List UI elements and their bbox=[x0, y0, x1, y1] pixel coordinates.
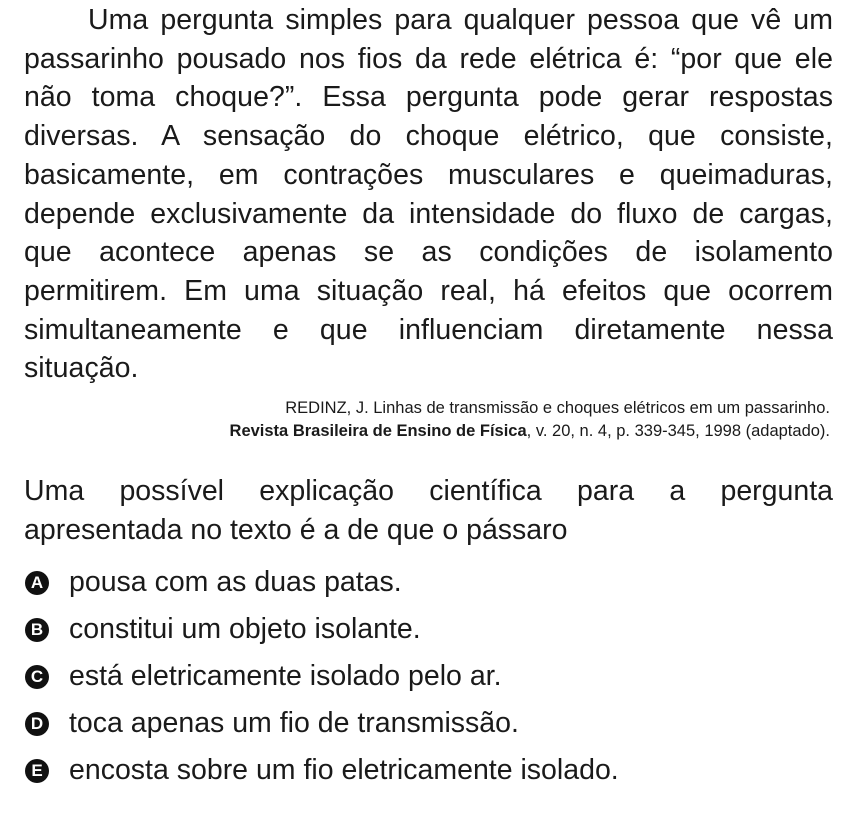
option-e-letter-badge: E bbox=[25, 759, 49, 783]
option-c-text: está eletricamente isolado pelo ar. bbox=[69, 660, 502, 693]
citation-details: , v. 20, n. 4, p. 339-345, 1998 (adaptado). bbox=[526, 422, 830, 441]
option-d-letter-badge: D bbox=[25, 712, 49, 736]
option-b-text: constitui um objeto isolante. bbox=[69, 613, 421, 646]
citation-journal: Revista Brasileira de Ensino de Física bbox=[229, 422, 527, 441]
option-c[interactable] bbox=[24, 653, 833, 700]
option-e[interactable] bbox=[24, 747, 833, 794]
citation-author-title: REDINZ, J. Linhas de transmissão e choques elétricos em um passarinho. bbox=[285, 399, 830, 418]
citation bbox=[24, 397, 833, 443]
option-a-text: pousa com as duas patas. bbox=[69, 566, 402, 599]
option-e-text: encosta sobre um fio eletricamente isolado. bbox=[69, 754, 619, 787]
option-a[interactable] bbox=[24, 559, 833, 606]
option-d-text: toca apenas um fio de transmissão. bbox=[69, 707, 519, 740]
answer-options bbox=[24, 559, 833, 794]
option-c-letter-badge: C bbox=[25, 665, 49, 689]
passage-text: Uma pergunta simples para qualquer pessoa que vê um passarinho pousado nos fios da rede elétrica é: “por que ele não toma choque?”. Essa pergunta pode gerar respostas diversas. A sensação do choque elétrico, que consiste, basicamente, em contrações musculares e queimaduras, depende exclusivamente da intensidade do fluxo de cargas, que acontece apenas se as condições de isolamento permitirem. Em uma situação real, há efeitos que ocorrem simultaneamente e que influenciam diretamente nessa situação. bbox=[24, 4, 833, 385]
option-a-letter-badge: A bbox=[25, 571, 49, 595]
option-d[interactable] bbox=[24, 700, 833, 747]
citation-source bbox=[24, 420, 830, 443]
question-prompt: Uma possível explicação científica para a pergunta apresentada no texto é a de que o pássaro bbox=[24, 475, 833, 546]
option-b[interactable] bbox=[24, 606, 833, 653]
option-b-letter-badge: B bbox=[25, 618, 49, 642]
